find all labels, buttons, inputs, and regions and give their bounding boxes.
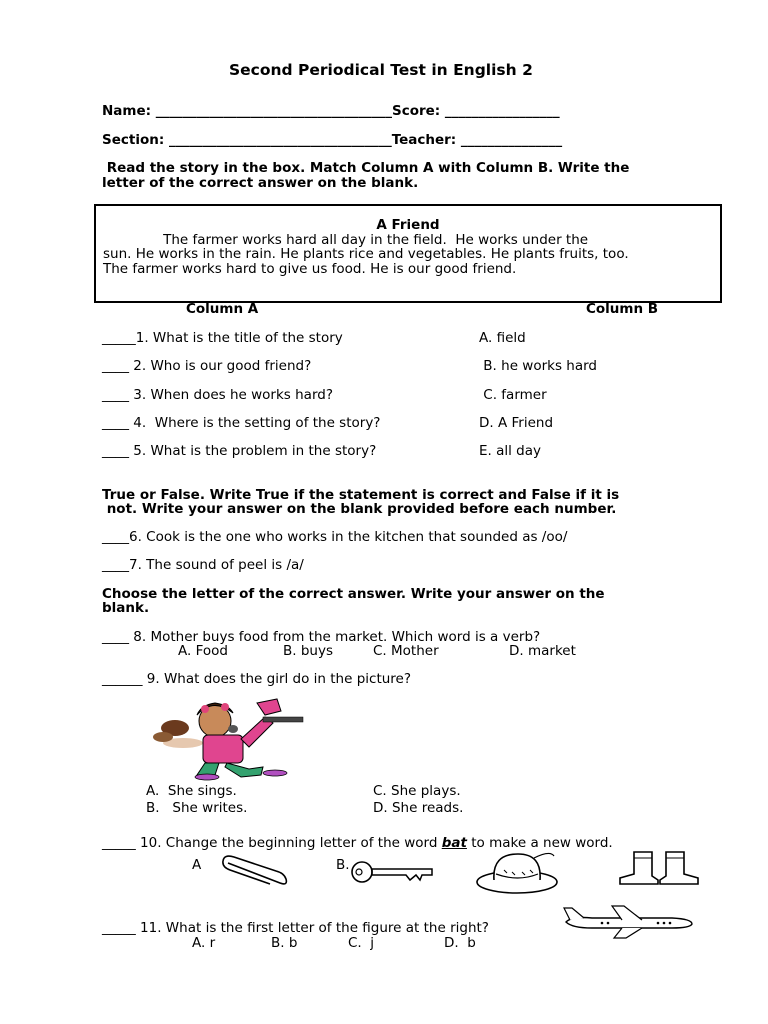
- choice: C. She plays.: [373, 783, 461, 799]
- question-10-suffix: to make a new word.: [466, 835, 613, 851]
- question-10-prefix: _____ 10. Change the beginning letter of the word: [102, 835, 442, 851]
- keyword-bat: bat: [441, 835, 467, 851]
- choice: C. j: [348, 935, 375, 951]
- question-10: [102, 835, 613, 851]
- matching-answer: D. A Friend: [479, 415, 554, 431]
- choice: D. b: [444, 935, 476, 951]
- story-box: [94, 204, 722, 303]
- question-9: ______ 9. What does the girl do in the picture?: [102, 671, 412, 687]
- column-a-header: Column A: [186, 301, 259, 317]
- multiple-choice-instruction-2: blank.: [102, 600, 150, 616]
- true-false-item: ____7. The sound of peel is /a/: [102, 557, 304, 573]
- story-line: The farmer works hard to give us food. He is our good friend.: [103, 261, 517, 277]
- question-11: _____ 11. What is the first letter of the figure at the right?: [102, 920, 489, 936]
- matching-answer: B. he works hard: [479, 358, 597, 374]
- girl-singing-image: [145, 695, 315, 780]
- choice: A. Food: [178, 643, 228, 659]
- airplane-image: [562, 906, 696, 938]
- choice: B. buys: [283, 643, 333, 659]
- story-title: A Friend: [376, 217, 440, 233]
- section-teacher-line: Section: _________________________________Teacher: _______________: [102, 132, 563, 148]
- question-8: ____ 8. Mother buys food from the market. Which word is a verb?: [102, 629, 541, 645]
- choice: A. She sings.: [146, 783, 237, 799]
- choice: B. She writes.: [146, 800, 248, 816]
- choice: D. market: [509, 643, 576, 659]
- matching-answer: C. farmer: [479, 387, 547, 403]
- true-false-instruction-1: True or False. Write True if the statement is correct and False if it is: [102, 487, 620, 503]
- choice: D. She reads.: [373, 800, 464, 816]
- column-b-header: Column B: [586, 301, 659, 317]
- matching-question: ____ 5. What is the problem in the story?: [102, 443, 377, 459]
- instruction-line-2: letter of the correct answer on the blank.: [102, 175, 419, 191]
- story-line: The farmer works hard all day in the field. He works under the: [103, 232, 589, 248]
- story-line: sun. He works in the rain. He plants rice and vegetables. He plants fruits, too.: [103, 246, 629, 262]
- matching-question: ____ 4. Where is the setting of the story?: [102, 415, 381, 431]
- page-title: Second Periodical Test in English 2: [229, 61, 533, 79]
- matching-answer: E. all day: [479, 443, 542, 459]
- choice: C. Mother: [373, 643, 439, 659]
- multiple-choice-instruction-1: Choose the letter of the correct answer. Write your answer on the: [102, 586, 605, 602]
- option-label-b: B.: [336, 857, 350, 873]
- name-score-line: Name: ___________________________________Score: _________________: [102, 103, 560, 119]
- boots-image: [614, 848, 704, 888]
- choice: A. r: [192, 935, 216, 951]
- hat-image: [474, 850, 564, 896]
- true-false-item: ____6. Cook is the one who works in the kitchen that sounded as /oo/: [102, 529, 568, 545]
- paperclip-image: [220, 855, 292, 891]
- matching-question: _____1. What is the title of the story: [102, 330, 343, 346]
- choice: B. b: [271, 935, 298, 951]
- matching-answer: A. field: [479, 330, 526, 346]
- option-label-a: A: [192, 857, 202, 873]
- matching-question: ____ 2. Who is our good friend?: [102, 358, 312, 374]
- instruction-line-1: Read the story in the box. Match Column A with Column B. Write the: [102, 160, 630, 176]
- true-false-instruction-2: not. Write your answer on the blank provided before each number.: [102, 501, 617, 517]
- matching-question: ____ 3. When does he works hard?: [102, 387, 334, 403]
- key-image: [350, 858, 436, 886]
